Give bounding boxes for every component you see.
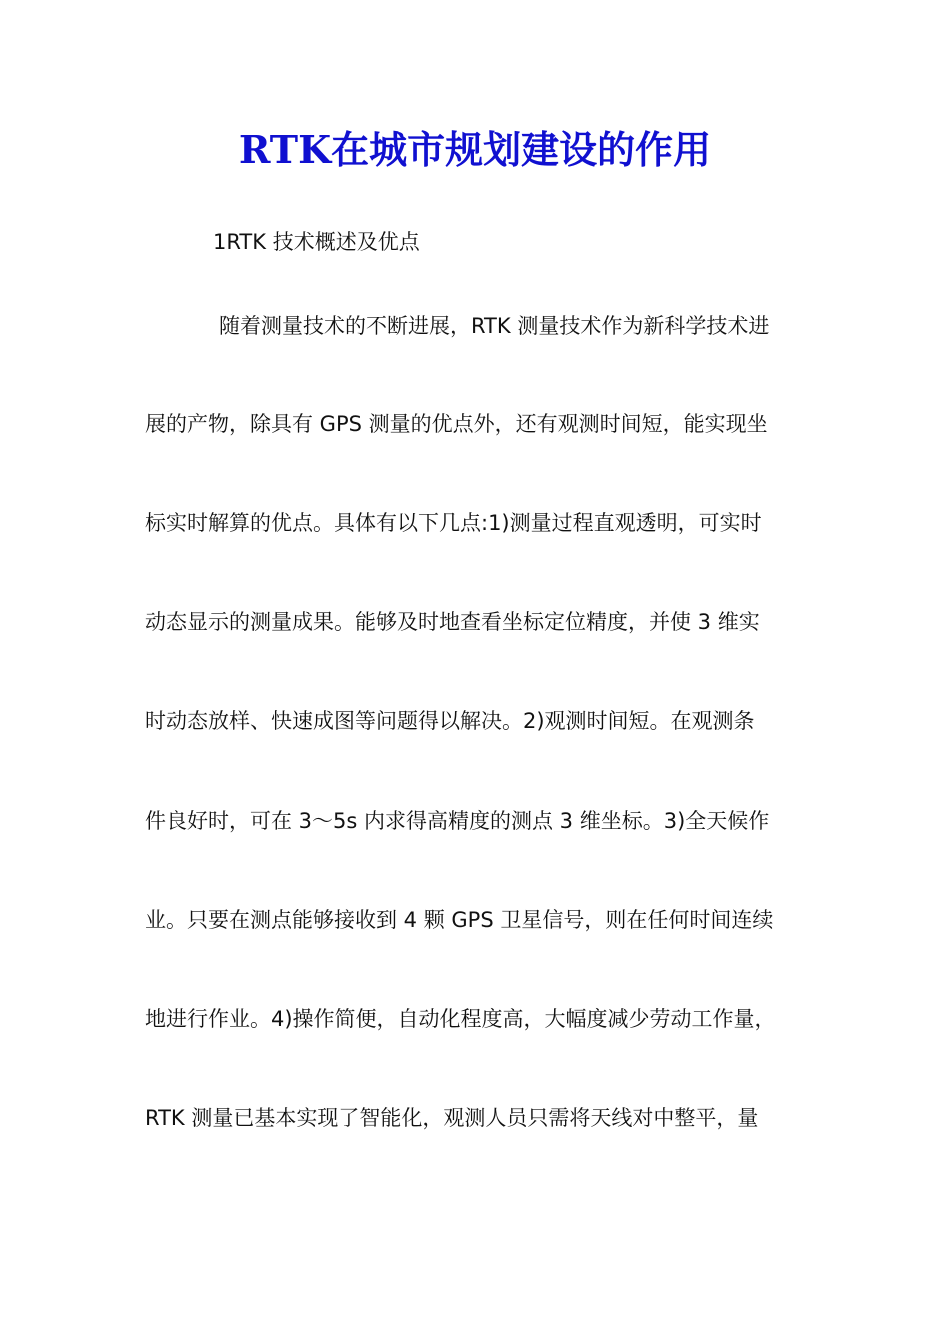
paragraph-line: 件良好时，可在 3～5s 内求得高精度的测点 3 维坐标。3)全天候作 — [145, 809, 770, 833]
paragraph-line: 地进行作业。4)操作简便，自动化程度高，大幅度减少劳动工作量， — [145, 1007, 776, 1031]
paragraph-line: 展的产物，除具有 GPS 测量的优点外，还有观测时间短，能实现坐 — [145, 412, 768, 436]
paragraph-line: 时动态放样、快速成图等问题得以解决。2)观测时间短。在观测条 — [145, 709, 755, 733]
section-heading: 1RTK 技术概述及优点 — [213, 230, 420, 254]
paragraph-line: RTK 测量已基本实现了智能化，观测人员只需将天线对中整平，量 — [145, 1106, 759, 1130]
paragraph-line: 业。只要在测点能够接收到 4 颗 GPS 卫星信号，则在任何时间连续 — [145, 908, 774, 932]
paragraph-line: 动态显示的测量成果。能够及时地查看坐标定位精度，并使 3 维实 — [145, 610, 760, 634]
document-title: RTK在城市规划建设的作用 — [238, 127, 712, 172]
paragraph-line: 标实时解算的优点。具体有以下几点:1)测量过程直观透明，可实时 — [145, 511, 762, 535]
paragraph-line: 随着测量技术的不断进展，RTK 测量技术作为新科学技术进 — [219, 314, 770, 338]
